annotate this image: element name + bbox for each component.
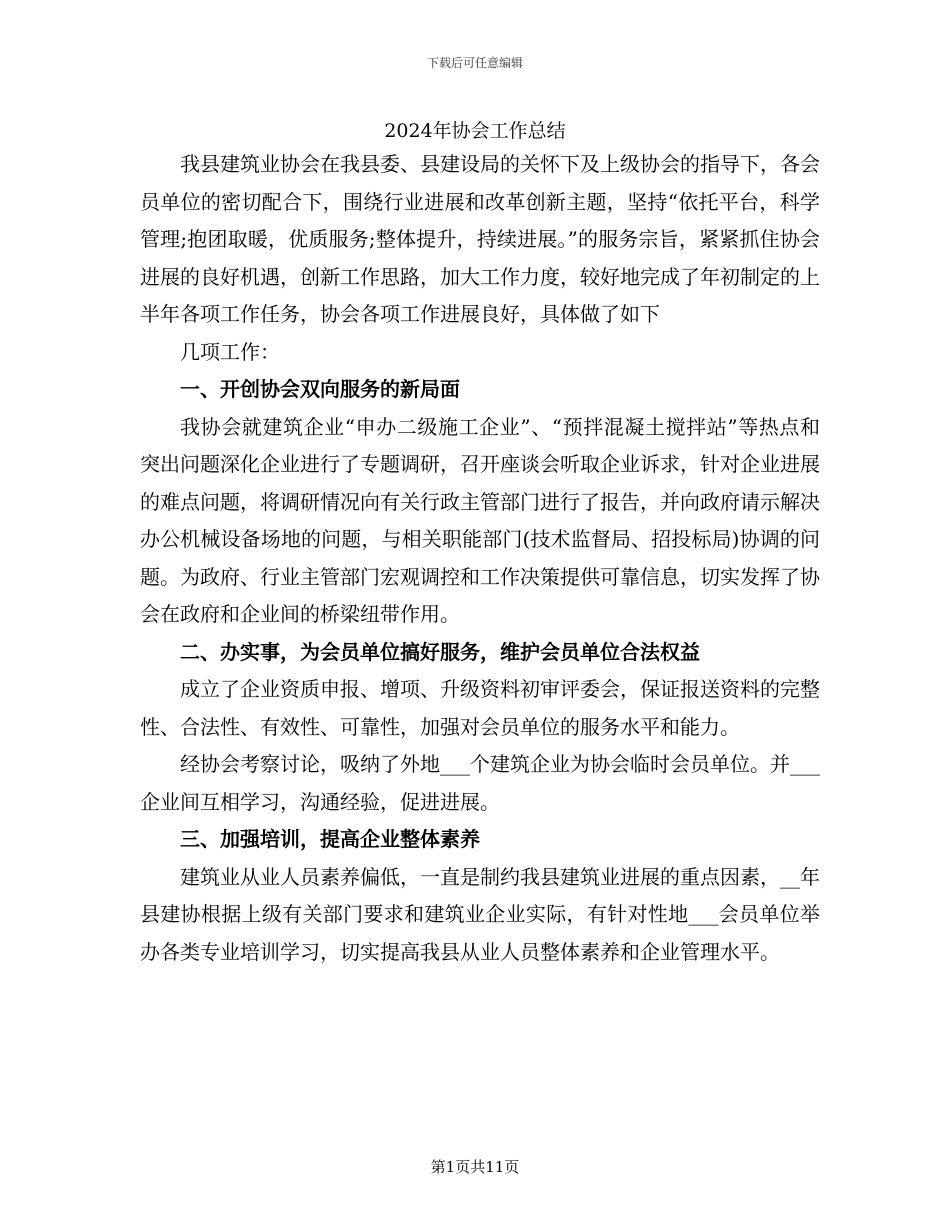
document-title: 2024年协会工作总结	[384, 120, 566, 142]
paragraph-section-1: 我协会就建筑企业“申办二级施工企业”、“预拌混凝土搅拌站”等热点和突出问题深化企业进行了专题调研，召开座谈会听取企业诉求，针对企业进展的难点问题，将调研情况向有关行政主管部门进行了报告，并向政府请示解决办公机械设备场地的问题，与相关职能部门(技术监督局、招投标局)协调的问题。为政府、行业主管部门宏观调控和工作决策提供可靠信息，切实发挥了协会在政府和企业间的桥梁纽带作用。	[140, 414, 820, 626]
page-number-footer: 第1页共11页	[430, 1158, 520, 1176]
document-body	[140, 146, 820, 971]
section-heading-3: 三、加强培训，提高企业整体素养	[180, 827, 480, 851]
paragraph-intro: 我县建筑业协会在我县委、县建设局的关怀下及上级协会的指导下，各会员单位的密切配合下，围绕行业进展和改革创新主题，坚持“依托平台，科学管理;抱团取暖，优质服务;整体提升，持续进展。”的服务宗旨，紧紧抓住协会进展的良好机遇，创新工作思路，加大工作力度，较好地完成了年初制定的上半年各项工作任务，协会各项工作进展良好，具体做了如下	[140, 152, 820, 326]
paragraph-section-2a: 成立了企业资质申报、增项、升级资料初审评委会，保证报送资料的完整性、合法性、有效性、可靠性，加强对会员单位的服务水平和能力。	[140, 677, 820, 739]
paragraph-intro-continued: 几项工作：	[180, 339, 280, 364]
paragraph-section-3: 建筑业从业人员素养偏低，一直是制约我县建筑业进展的重点因素，__年县建协根据上级有关部门要求和建筑业企业实际，有针对性地___会员单位举办各类专业培训学习，切实提高我县从业人员整体素养和企业管理水平。	[140, 864, 820, 964]
paragraph-section-2b: 经协会考察讨论，吸纳了外地___个建筑企业为协会临时会员单位。并___企业间互相学习，沟通经验，促进进展。	[140, 752, 820, 814]
section-heading-1: 一、开创协会双向服务的新局面	[180, 377, 460, 401]
section-heading-2: 二、办实事，为会员单位搞好服务，维护会员单位合法权益	[180, 639, 700, 664]
header-note: 下载后可任意编辑	[426, 56, 523, 70]
